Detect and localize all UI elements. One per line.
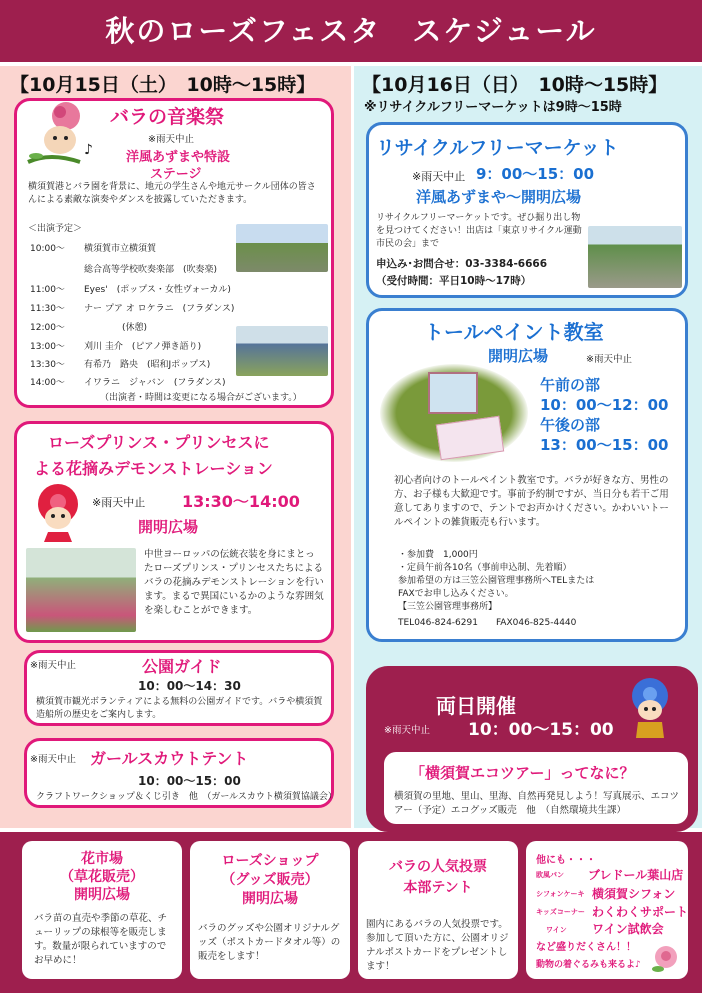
girl-time: 10：00～15：00 bbox=[138, 774, 241, 788]
b4-more: など盛りだくさん！！ bbox=[536, 942, 636, 953]
b4-other: 他にも・・・ bbox=[536, 855, 596, 866]
b2-venue: 開明広場 bbox=[242, 891, 298, 907]
prince-title-line1: ローズプリンス・プリンセスに bbox=[48, 433, 270, 452]
tole-apply-line1: 参加希望の方は三笠公園管理事務所へTELまたは bbox=[398, 576, 595, 586]
guide-rain-note: ※雨天中止 bbox=[30, 660, 76, 671]
schedule-time: 12:00～ bbox=[30, 323, 65, 333]
b3-subtitle: 本部テント bbox=[403, 880, 473, 896]
schedule-name: (休憩) bbox=[122, 323, 148, 333]
both-time: 10：00～15：00 bbox=[468, 720, 614, 740]
eco-description: 横須賀の里地、里山、里海、自然再発見しよう！写真展示、エコツアー（予定）エコグッズ販売 他 （自然環境共生課） bbox=[394, 791, 680, 816]
flea-hours: （受付時間：平日10時～17時） bbox=[376, 275, 532, 287]
b4-row1-value: ブレドール葉山店 bbox=[588, 868, 684, 882]
music-title: バラの音楽祭 bbox=[110, 106, 225, 128]
schedule-name: 刈川 圭介 (ピアノ弾き語り) bbox=[84, 342, 202, 352]
day2-note: ※リサイクルフリーマーケットは9時～15時 bbox=[364, 100, 622, 115]
page-title: 秋のローズフェスタ スケジュール bbox=[0, 0, 702, 62]
tole-description: 初心者向けのトールペイント教室です。バラが好きな方、男性の方、お子様も大歓迎です。事前予約制ですが、当日分も若干ご用意してありますので、テントでお声かけください。かわいいトールペイントの雑貨販売も行います。 bbox=[394, 475, 669, 528]
welcome-board-icon bbox=[428, 372, 478, 414]
schedule-name: Eyes' (ポップス・女性ヴォーカル) bbox=[84, 285, 231, 295]
schedule-name: イワラニ ジャバン (フラダンス) bbox=[84, 378, 226, 388]
tole-fee: ・参加費 1,000円 bbox=[398, 550, 478, 560]
b2-title: ローズショップ bbox=[221, 853, 319, 869]
schedule-time: 14:00～ bbox=[30, 378, 65, 388]
music-venue-line2: ステージ bbox=[150, 167, 202, 182]
b1-title: 花市場 bbox=[81, 851, 123, 867]
prince-venue: 開明広場 bbox=[138, 518, 199, 536]
schedule-name: 横須賀市立横須賀 bbox=[84, 244, 157, 254]
schedule-time: 13:00～ bbox=[30, 342, 65, 352]
tole-tel-fax: TEL046-824-6291 FAX046-825-4440 bbox=[398, 618, 577, 628]
b3-title: バラの人気投票 bbox=[389, 859, 487, 875]
tole-am-time: 10：00～12：00 bbox=[540, 396, 669, 414]
flea-description: リサイクルフリーマーケットです。ぜひ掘り出し物を見つけてください！出店は「東京リサイクル運動市民の会」まで bbox=[376, 213, 582, 249]
prince-description: 中世ヨーロッパの伝統衣装を身にまとったローズプリンス・プリンセスたちによるバラの花摘みデモンストレーションを行います。まるで異国にいるかのような雰囲気を楽しむことができます。 bbox=[144, 549, 324, 616]
flea-photo bbox=[588, 226, 682, 288]
b1-subtitle: （草花販売） bbox=[60, 869, 144, 885]
flea-rain-note: ※雨天中止 bbox=[412, 170, 466, 183]
eco-question: 「横須賀エコツアー」ってなに？ bbox=[410, 764, 635, 782]
day1-heading: 【10月15日（土） 10時～15時】 bbox=[10, 74, 316, 96]
b4-row3-value: わくわくサポート bbox=[592, 905, 689, 919]
prince-photo bbox=[26, 548, 136, 632]
girl-title: ガールスカウトテント bbox=[90, 749, 249, 768]
b2-description: バラのグッズや公園オリジナルグッズ（ポストカードタオル等）の販売をします！ bbox=[198, 923, 341, 962]
b4-row3-label: キッズコーナー bbox=[536, 908, 585, 916]
girl-rain-note: ※雨天中止 bbox=[30, 754, 76, 765]
flea-title: リサイクルフリーマーケット bbox=[376, 137, 619, 159]
b1-venue: 開明広場 bbox=[74, 887, 130, 903]
b4-animal: 動物の着ぐるみも来るよ♪ bbox=[536, 960, 641, 970]
b4-row4-label: ワイン bbox=[546, 926, 567, 934]
tole-rain-note: ※雨天中止 bbox=[586, 354, 632, 365]
tole-apply-line2: FAXでお申し込みください。 bbox=[398, 589, 514, 599]
guide-description: 横須賀市観光ボランティアによる無料の公園ガイドです。バラや横須賀造船所の歴史をご案内します。 bbox=[36, 697, 323, 720]
music-schedule-label: ＜出演予定＞ bbox=[28, 224, 83, 234]
schedule-time: 10:00～ bbox=[30, 244, 65, 254]
day2-heading: 【10月16日（日） 10時～15時】 bbox=[362, 74, 668, 96]
schedule-name: 有希乃 路央 (昭和Jポップス) bbox=[84, 360, 211, 370]
b3-description: 園内にあるバラの人気投票です。参加して頂いた方に、公園オリジナルポストカードをプレゼントします！ bbox=[366, 919, 509, 972]
blue-rose-mascot-icon bbox=[620, 676, 680, 742]
b4-row2-value: 横須賀シフォン bbox=[592, 887, 676, 901]
flea-time: 9：00～15：00 bbox=[476, 165, 595, 183]
tole-venue: 開明広場 bbox=[488, 347, 549, 365]
b4-row4-value: ワイン試飲会 bbox=[592, 922, 664, 936]
b1-description: バラ苗の直売や季節の草花、チューリップの球根等を販売します。数量が限られていますのでお早めに！ bbox=[34, 913, 168, 966]
prince-time: 13:30～14:00 bbox=[182, 492, 300, 511]
music-description: 横須賀港とバラ園を背景に、地元の学生さんや地元サークル団体の皆さんによる素敵な演奏やダンスを披露していただきます。 bbox=[28, 182, 316, 205]
music-footnote: （出演者・時間は変更になる場合がございます。） bbox=[100, 393, 302, 403]
both-rain-note: ※雨天中止 bbox=[384, 725, 430, 736]
svg-text:♪: ♪ bbox=[84, 142, 93, 158]
music-photo-performers bbox=[236, 326, 328, 376]
tole-pm-time: 13：00～15：00 bbox=[540, 436, 669, 454]
flea-venue: 洋風あずまや～開明広場 bbox=[416, 188, 582, 206]
schedule-time: 11:00～ bbox=[30, 285, 65, 295]
music-photo-gazebo bbox=[236, 224, 328, 272]
schedule-time: 11:30～ bbox=[30, 304, 65, 314]
music-rain-note: ※雨天中止 bbox=[148, 134, 194, 145]
guide-time: 10：00～14：30 bbox=[138, 679, 241, 693]
prince-rain-note: ※雨天中止 bbox=[92, 496, 146, 509]
tole-capacity: ・定員午前各10名（事前申込制、先着順） bbox=[398, 563, 572, 573]
schedule-time: 13:30～ bbox=[30, 360, 65, 370]
tole-office: 【三笠公園管理事務所】 bbox=[398, 602, 498, 612]
both-title: 両日開催 bbox=[436, 694, 516, 718]
rose-flower-icon bbox=[650, 944, 682, 974]
b4-row1-label: 欧風パン bbox=[536, 871, 564, 879]
tole-pm-label: 午後の部 bbox=[540, 416, 601, 434]
schedule-name: 総合高等学校吹奏楽部 (吹奏楽) bbox=[84, 265, 218, 275]
girl-description: クラフトワークショップ＆くじ引き 他 （ガールスカウト横須賀協議会） bbox=[36, 792, 337, 802]
tole-title: トールペイント教室 bbox=[424, 320, 604, 344]
rose-princess-icon bbox=[30, 482, 86, 544]
b4-row2-label: シフォンケーキ bbox=[536, 890, 585, 898]
prince-title-line2: よる花摘みデモンストレーション bbox=[34, 459, 273, 478]
tole-am-label: 午前の部 bbox=[540, 376, 601, 394]
guide-title: 公園ガイド bbox=[142, 657, 222, 676]
flea-contact: 申込み･お問合せ：03-3384-6666 bbox=[376, 258, 548, 270]
rose-mascot-icon bbox=[20, 100, 100, 166]
music-venue-line1: 洋風あずまや特設 bbox=[126, 150, 231, 165]
b2-subtitle: （グッズ販売） bbox=[221, 872, 319, 888]
schedule-name: ナー プア オ ロケラニ (フラダンス) bbox=[84, 304, 235, 314]
